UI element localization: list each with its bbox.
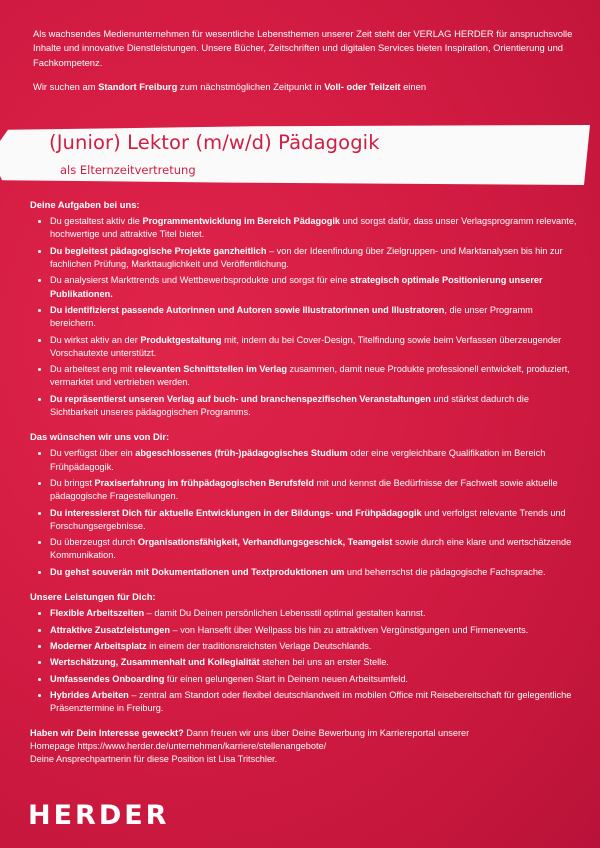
tasks-section: [30, 198, 578, 419]
list-item: [50, 624, 578, 637]
item-text: sowie durch eine klare und wertschätzende Kommunikation.: [50, 537, 572, 561]
tasks-heading: Deine Aufgaben bei uns:: [30, 199, 140, 210]
contact-line: [30, 727, 578, 740]
item-highlight: relevanten Schnittstellen im Verlag: [134, 364, 287, 375]
list-item: [50, 656, 578, 669]
list-item: [50, 689, 578, 715]
item-highlight: Produktgestaltung: [140, 334, 222, 345]
item-text: Du gestaltest aktiv die: [50, 216, 143, 227]
item-highlight: Wertschätzung, Zusammenhalt und Kollegialität: [50, 657, 260, 668]
intro: [33, 27, 573, 105]
item-text: – damit Du Deinen persönlichen Lebensstil optimal gestalten kannst.: [144, 608, 426, 619]
item-highlight: Flexible Arbeitszeiten: [50, 608, 145, 619]
contact-text: Dann freuen wir uns über Deine Bewerbung im Karriereportal unserer: [183, 727, 470, 738]
job-subtitle: als Elternzeitvertretung: [60, 163, 196, 177]
item-highlight: Du repräsentierst unseren Verlag auf buch- und branchenspezifischen Veranstaltungen: [50, 393, 431, 404]
item-text: – von der Ideenfindung über Zielgruppen- und Marktanalysen bis hin zur fachlichen Prüfung, Markttauglichkeit und Veröffentlichung.: [50, 245, 563, 269]
list-item: [50, 215, 578, 241]
list-item: [50, 447, 578, 473]
item-text: zusammen, damit neue Produkte professionell entwickelt, produziert, vermarktet und vertrieben werden.: [50, 364, 570, 388]
item-highlight: Attraktive Zusatzleistungen: [50, 624, 170, 635]
item-text: mit, indem du bei Cover-Design, Titelfindung sowie beim Verfassen überzeugender Vorschautexte unterstützt.: [50, 334, 562, 358]
list-item: [50, 536, 578, 562]
homepage-link[interactable]: Homepage https://www.herder.de/unternehmen/karriere/stellenangebote/: [30, 740, 327, 751]
work-time: Voll- oder Teilzeit: [324, 81, 401, 93]
job-content: [30, 198, 578, 766]
list-item: [50, 477, 578, 503]
intro-text: einen: [400, 81, 427, 93]
item-text: Du arbeitest eng mit: [50, 364, 135, 375]
item-text: Du bringst: [50, 477, 95, 488]
list-item: [50, 245, 578, 271]
item-highlight: Moderner Arbeitsplatz: [50, 640, 147, 651]
intro-text: zum nächstmöglichen Zeitpunkt in: [177, 81, 325, 93]
item-text: und stärkst dadurch die Sichtbarkeit unseres pädagogischen Programms.: [50, 393, 529, 417]
tasks-list: [30, 215, 578, 419]
item-text: mit und kennst die Bedürfnisse der Fachwelt sowie aktuelle pädagogische Fragestellungen.: [50, 477, 558, 502]
intro-search-line: [33, 80, 573, 94]
item-highlight: Praxiserfahrung im frühpädagogischen Berufsfeld: [94, 477, 314, 488]
benefits-heading: Unsere Leistungen für Dich:: [30, 590, 156, 602]
benefits-section: [30, 590, 578, 716]
herder-logo: HERDER: [28, 800, 170, 831]
item-highlight: Hybrides Arbeiten: [50, 690, 129, 701]
benefits-list: [30, 607, 578, 715]
item-highlight: Organisationsfähigkeit, Verhandlungsgeschick, Teamgeist: [137, 537, 393, 548]
item-text: Du analysierst Markttrends und Wettbewerbsprodukte und sorgst für eine: [50, 275, 351, 286]
item-text: , die unser Programm bereichern.: [50, 304, 533, 329]
item-highlight: abgeschlossenes (früh-)pädagogisches Studium: [135, 448, 348, 459]
item-highlight: Du identifizierst passende Autorinnen und Autoren sowie Illustratorinnen und Illustratoren: [50, 304, 445, 315]
item-text: Du verfügst über ein: [50, 448, 136, 459]
item-text: und verfolgst relevante Trends und Forschungsergebnisse.: [50, 507, 566, 531]
item-highlight: Du interessierst Dich für aktuelle Entwicklungen in der Bildungs- und Frühpädagogik: [50, 507, 422, 518]
wishes-list: [30, 447, 578, 579]
item-text: und sorgst dafür, dass unser Verlagsprogramm relevante, hochwertige und attraktive Titel bietet.: [50, 216, 577, 240]
list-item: [50, 507, 578, 533]
item-text: und beherrschst die pädagogische Fachsprache.: [344, 566, 546, 577]
intro-text: Wir suchen am: [33, 81, 99, 93]
list-item: [50, 640, 578, 653]
item-text: – zentral am Standort oder flexibel deutschlandweit im mobilen Office mit Reisebereitschaft für gelegentliche Präsenztermine in Freiburg.: [50, 690, 572, 714]
list-item: [50, 274, 578, 300]
item-highlight: Du gehst souverän mit Dokumentationen und Textproduktionen um: [50, 566, 345, 577]
wishes-section: [30, 430, 578, 579]
item-highlight: strategisch optimale Positionierung unserer Publikationen.: [50, 275, 543, 299]
list-item: [50, 334, 578, 360]
item-text: oder eine vergleichbare Qualifikation im Bereich Frühpädagogik.: [50, 448, 546, 472]
list-item: [50, 673, 578, 686]
item-text: Du wirkst aktiv an der: [50, 334, 141, 345]
wishes-heading: Das wünschen wir uns von Dir:: [30, 431, 170, 443]
item-highlight: Programmentwicklung im Bereich Pädagogik: [142, 216, 341, 227]
list-item: [50, 363, 578, 389]
item-highlight: Du begleitest pädagogische Projekte ganzheitlich: [50, 245, 267, 256]
list-item: [50, 607, 578, 620]
intro-paragraph: Als wachsendes Medienunternehmen für wesentliche Lebensthemen unserer Zeit steht der VERLAG HERDER für anspruchsvolle Inhalte und innovative Dienstleistungen. Unsere Bücher, Zeitschriften und digitalen Services bieten Inspiration, Orientierung und Fachkompetenz.: [33, 28, 573, 68]
item-text: für einen gelungenen Start in Deinem neuen Arbeitsumfeld.: [164, 673, 408, 684]
contact-person: Deine Ansprechpartnerin für diese Position ist Lisa Tritschler.: [30, 753, 278, 764]
list-item: [50, 566, 578, 579]
contact-section: [30, 727, 578, 767]
list-item: [50, 304, 578, 330]
contact-question: Haben wir Dein Interesse geweckt?: [30, 727, 184, 738]
item-text: – von Hansefit über Wellpass bis hin zu attraktiven Vergünstigungen und Firmenevents.: [169, 624, 529, 635]
job-title: (Junior) Lektor (m/w/d) Pädagogik: [49, 131, 380, 154]
item-text: in einem der traditionsreichsten Verlage Deutschlands.: [146, 640, 372, 651]
list-item: [50, 393, 578, 419]
item-highlight: Umfassendes Onboarding: [50, 673, 165, 684]
item-text: stehen bei uns an erster Stelle.: [259, 657, 389, 668]
location: Standort Freiburg: [98, 81, 178, 93]
item-text: Du überzeugst durch: [50, 537, 138, 548]
